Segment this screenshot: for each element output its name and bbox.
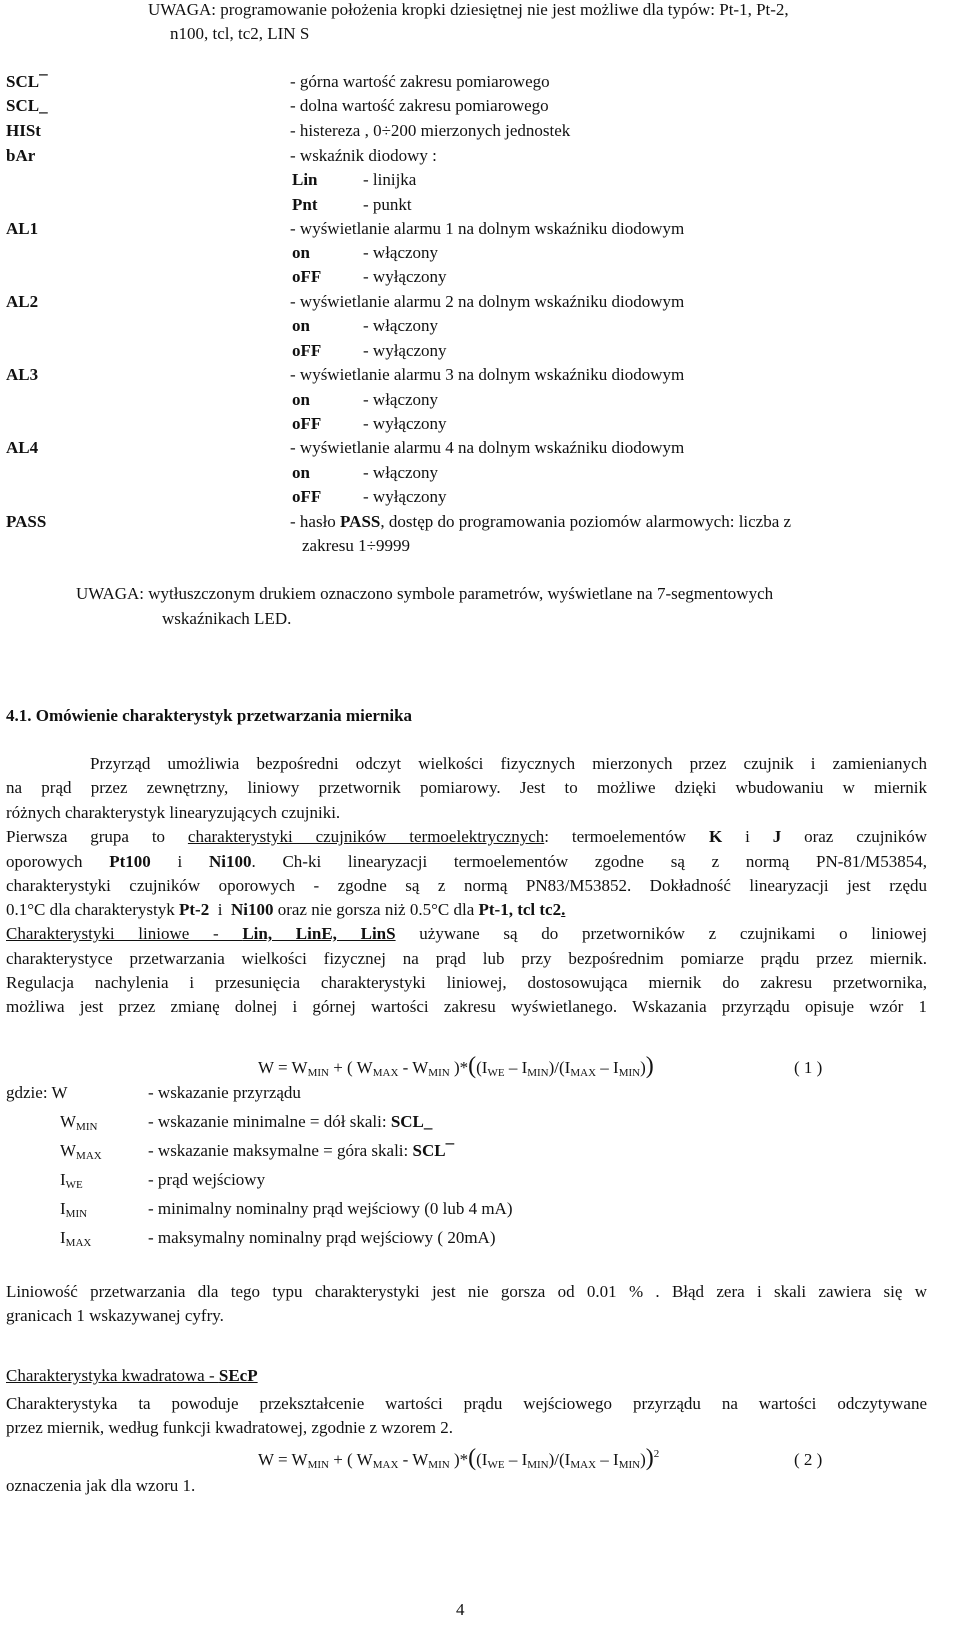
param-desc: - wyświetlanie alarmu 3 na dolnym wskaźniku diodowym [290,365,685,384]
formula-2: $W = W_{MIN}$ + ( $W_{MAX} - W_{MIN}$ )$*((I_{WE} - I_{MIN})/(I_{MAX} - I_{MIN}))^2$ [258,1445,660,1471]
paragraph-line: Charakterystyka ta powoduje przekształcenie wartości prądu wejściowego przyrządu na wartości odczytywane [6,1394,927,1413]
paragraph-line: Charakterystyki liniowe - Lin, LinE, LinS używane są do przetworników z czujnikami o liniowej [6,924,927,943]
param-code: SCL_ [6,96,48,115]
off-code: oFF [292,267,322,286]
off-desc: - wyłączony [363,487,447,506]
paragraph-line: charakterystyce przetwarzania wielkości fizycznej na prąd lub przy bezpośrednim pomiarze prądu przez miernik. [6,949,927,968]
paragraph-line: Pierwsza grupa to charakterystyki czujników termoelektrycznych: termoelementów K i J oraz czujników [6,827,928,846]
param-desc: - hasło PASS, dostęp do programowania poziomów alarmowych: liczba z [290,512,792,531]
on-code: on [292,463,310,482]
off-desc: - wyłączony [363,414,447,433]
formula-number: ( 2 ) [794,1450,823,1469]
bar-option-desc: - punkt [363,195,412,214]
legend-symbol: $I_{MAX}$ [60,1228,92,1249]
off-code: oFF [292,341,322,360]
param-desc: - górna wartość zakresu pomiarowego [290,72,550,91]
paragraph-line: Liniowość przetwarzania dla tego typu charakterystyki jest nie gorsza od 0.01 % . Błąd zera i skali zawiera się w [6,1282,927,1301]
off-code: oFF [292,487,322,506]
on-desc: - włączony [363,463,439,482]
legend-desc: - wskazanie maksymalne = góra skali: SCL¯ [148,1141,455,1160]
off-code: oFF [292,414,322,433]
param-desc-cont: zakresu 1÷9999 [302,536,410,555]
paragraph-line: charakterystyki czujników oporowych - zgodne są z normą PN83/M53852. Dokładność linearyzacji jest rzędu [6,876,927,895]
subsection-heading: Charakterystyka kwadratowa - SEcP [6,1366,258,1385]
on-desc: - włączony [363,390,439,409]
legend-symbol: $W_{MAX}$ [60,1141,102,1162]
legend-symbol: $W_{MIN}$ [60,1112,98,1133]
off-desc: - wyłączony [363,267,447,286]
bar-option-code: Pnt [292,195,318,214]
paragraph-line: 0.1°C dla charakterystyk Pt-2 i Ni100 oraz nie gorsza niż 0.5°C dla Pt-1, tcl tc2. [6,900,566,919]
param-code: bAr [6,146,36,165]
note-top-line2: n100, tcl, tc2, LIN S [170,24,310,43]
on-desc: - włączony [363,243,439,262]
paragraph-line: możliwa jest przez zmianę dolnej i górnej wartości zakresu wyświetlanego. Wskazania przyrządu opisuje wzór 1 [6,997,927,1016]
note-bold-line2: wskaźnikach LED. [162,609,292,628]
legend-desc: - minimalny nominalny prąd wejściowy (0 lub 4 mA) [148,1199,513,1218]
param-code: AL3 [6,365,39,384]
on-desc: - włączony [363,316,439,335]
note-top-line1: UWAGA: programowanie położenia kropki dziesiętnej nie jest możliwe dla typów: Pt-1, Pt-2, [148,0,789,19]
bar-option-code: Lin [292,170,318,189]
param-desc: - dolna wartość zakresu pomiarowego [290,96,549,115]
param-code: PASS [6,512,47,531]
param-code: HISt [6,121,41,140]
off-desc: - wyłączony [363,341,447,360]
param-desc: - wyświetlanie alarmu 2 na dolnym wskaźniku diodowym [290,292,685,311]
param-code: AL1 [6,219,39,238]
paragraph-line: Regulacja nachylenia i przesunięcia charakterystyki liniowej, dostosowująca miernik do zakresu przetwornika, [6,973,927,992]
param-code: AL4 [6,438,39,457]
paragraph-line: różnych charakterystyk linearyzujących czujniki. [6,803,341,822]
formula-1: $W = W_{MIN}$ + ( $W_{MAX} - W_{MIN}$ )$*((I_{WE} - I_{MIN})/(I_{MAX} - I_{MIN}))$ [258,1053,654,1079]
formula-number: ( 1 ) [794,1058,823,1077]
param-desc: - wyświetlanie alarmu 4 na dolnym wskaźniku diodowym [290,438,685,457]
section-heading: 4.1. Omówienie charakterystyk przetwarzania miernika [6,706,413,725]
paragraph-line: przez miernik, według funkcji kwadratowej, zgodnie z wzorem 2. [6,1418,454,1437]
paragraph-line: oznaczenia jak dla wzoru 1. [6,1476,196,1495]
legend-desc: - wskazanie przyrządu [148,1083,301,1102]
legend-desc: - wskazanie minimalne = dół skali: SCL_ [148,1112,433,1131]
legend-desc: - maksymalny nominalny prąd wejściowy ( 20mA) [148,1228,496,1247]
paragraph-line: granicach 1 wskazywanej cyfry. [6,1306,224,1325]
paragraph-line: na prąd przez zewnętrzny, liniowy przetwornik pomiarowy. Jest to możliwe dzięki wbudowaniu w miernik [6,778,927,797]
legend-symbol: gdzie: W [6,1083,68,1102]
paragraph-line: oporowych Pt100 i Ni100. Ch-ki linearyzacji termoelementów zgodne są z normą PN-81/M53854, [6,852,928,871]
on-code: on [292,390,310,409]
param-desc: - histereza , 0÷200 mierzonych jednostek [290,121,571,140]
bar-option-desc: - linijka [363,170,417,189]
legend-symbol: $I_{MIN}$ [60,1199,88,1220]
on-code: on [292,316,310,335]
paragraph-line: Przyrząd umożliwia bezpośredni odczyt wielkości fizycznych mierzonych przez czujnik i zamienianych [90,754,927,773]
legend-desc: - prąd wejściowy [148,1170,266,1189]
legend-symbol: $I_{WE}$ [60,1170,83,1191]
param-code: AL2 [6,292,39,311]
param-desc: - wyświetlanie alarmu 1 na dolnym wskaźniku diodowym [290,219,685,238]
page-number: 4 [456,1600,465,1619]
param-code: SCL¯ [6,72,48,91]
note-bold-line1: UWAGA: wytłuszczonym drukiem oznaczono symbole parametrów, wyświetlane na 7-segmentowych [76,584,774,603]
param-desc: - wskaźnik diodowy : [290,146,437,165]
on-code: on [292,243,310,262]
